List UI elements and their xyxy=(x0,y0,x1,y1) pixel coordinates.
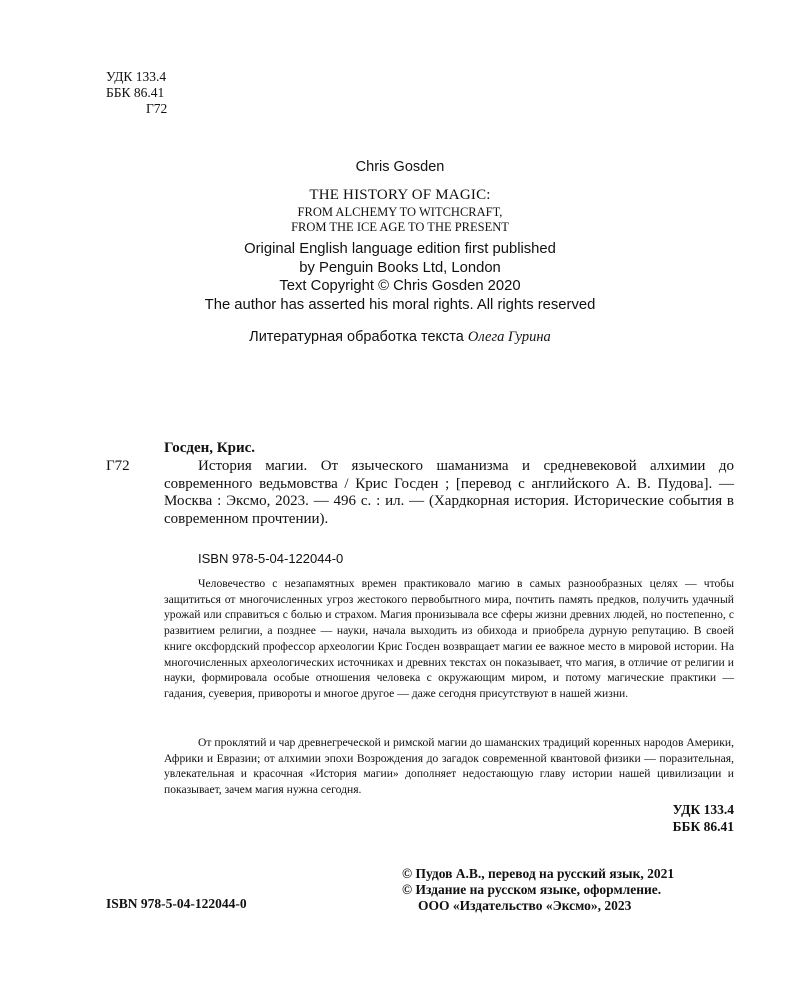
original-subtitle-line-2: FROM THE ICE AGE TO THE PRESENT xyxy=(291,220,509,234)
bibliographic-author-heading: Госден, Крис. xyxy=(164,440,256,456)
publication-line: The author has asserted his moral rights. All rights reserved xyxy=(204,296,596,313)
publication-line: Text Copyright © Chris Gosden 2020 xyxy=(279,278,521,294)
publication-line: Original English language edition first published xyxy=(244,241,556,257)
publication-line: by Penguin Books Ltd, London xyxy=(299,259,501,276)
literary-editing-label: Литературная обработка текста xyxy=(249,329,464,345)
udk-code-bottom: УДК 133.4 xyxy=(672,802,734,817)
annotation-paragraph-1: Человечество с незапамятных времен практиковало магию в самых разнообразных целях — чтобы защититься от многочисленных угроз жестокого первобытного мира, почтить память предков, получить удачный урожай или справиться с болью и страхом. Магия пронизывала все сферы жизни древних людей, но постепенно, с развитием религии, а позднее — науки, начала выходить из обихода и приобрела дурную репутацию. В своей книге оксфордский профессор археологии Крис Госден возвращает магии ее важное место в мировой истории. На многочисленных археологических источниках и древних текстах он показывает, что магия, в отличие от религии и науки, формировала особые отношения человека с окружающим миром, и потому магические практики — гадания, суеверия, привороты и многое другое — даже сегодня присутствуют в нашей жизни. xyxy=(164,577,734,700)
bibliographic-isbn: ISBN 978-5-04-122044-0 xyxy=(198,551,344,566)
bbk-code-bottom: ББК 86.41 xyxy=(672,819,734,834)
classification-codes-top xyxy=(106,69,167,117)
footer-isbn: ISBN 978-5-04-122044-0 xyxy=(106,896,247,911)
bibliographic-author-mark: Г72 xyxy=(106,458,130,474)
udk-code: УДК 133.4 xyxy=(106,69,167,84)
literary-editor-name: Олега Гурина xyxy=(467,329,551,345)
literary-editing-credit xyxy=(0,329,800,346)
original-subtitle-line-1: FROM ALCHEMY TO WITCHCRAFT, xyxy=(297,205,503,219)
original-title: THE HISTORY OF MAGIC: xyxy=(309,187,491,203)
original-author: Chris Gosden xyxy=(355,159,445,175)
publication-info xyxy=(0,240,800,314)
copyright-translation: © Пудов А.В., перевод на русский язык, 2021 xyxy=(402,866,675,881)
author-mark: Г72 xyxy=(146,101,168,116)
bibliographic-description: История магии. От языческого шаманизма и средневековой алхимии до современного ведьмовства / Крис Госден ; [перевод с английского А. В. Пудова]. — Москва : Эксмо, 2023. — 496 с. : ил. — (Хардкорная история. Исторические события в современном прочтении). xyxy=(164,458,734,527)
annotation-paragraph-2: От проклятий и чар древнегреческой и римской магии до шаманских традиций коренных народов Америки, Африки и Евразии; от алхимии эпохи Возрождения до загадок современной квантовой физики — поразительная, увлекательная и красочная «История магии» дополняет недостающую главу истории нашей цивилизации и показывает, зачем магия нужна сегодня. xyxy=(164,736,734,797)
bbk-code: ББК 86.41 xyxy=(106,85,165,100)
copyright-edition-line-1: © Издание на русском языке, оформление. xyxy=(402,882,662,897)
copyright-edition-line-2: ООО «Издательство «Эксмо», 2023 xyxy=(418,898,632,913)
